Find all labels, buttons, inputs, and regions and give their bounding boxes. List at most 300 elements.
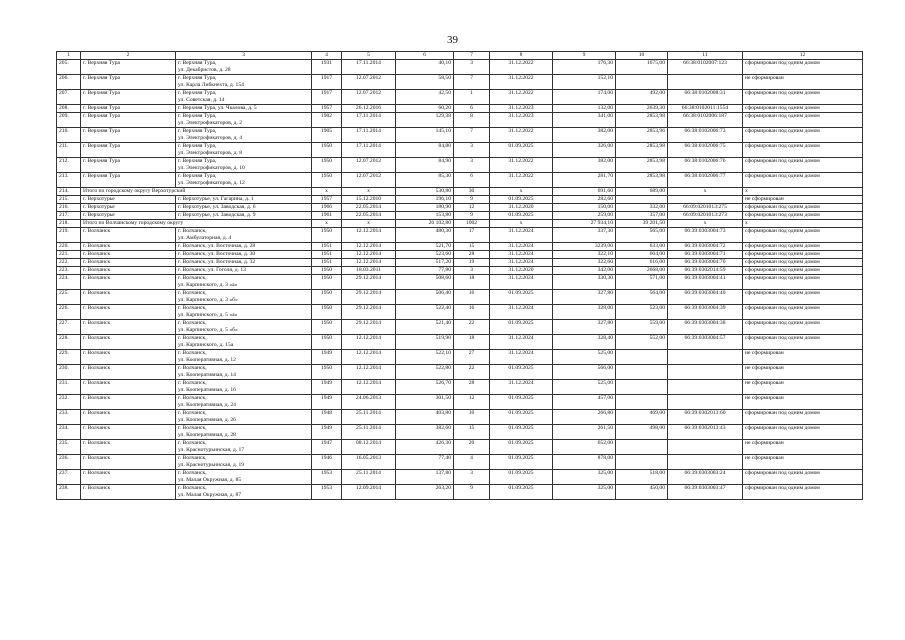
cell-year-built: 1950	[312, 143, 342, 158]
cell-year-built: 1950	[312, 365, 342, 380]
cell-land-area: 450,00	[616, 485, 668, 500]
table-row	[57, 75, 863, 90]
cell-residents: 15	[454, 243, 490, 251]
cell-deadline: 01.09.2025	[490, 365, 553, 380]
table-row	[57, 90, 863, 105]
cell-year-built: 1950	[312, 173, 342, 188]
cell-cost: 691,60	[553, 188, 616, 196]
cell-municipality: г. Волчанск	[81, 440, 176, 455]
cell-area: 522,10	[396, 350, 454, 365]
cell-year-built: 1950	[312, 320, 342, 335]
cell-address: г. Волчанск, ул. Гоголя, д. 13	[176, 267, 312, 275]
cell-row-number: 227.	[57, 320, 81, 335]
cell-municipality: г. Верхотурье	[81, 212, 176, 220]
column-header-2: 2	[81, 52, 176, 60]
cell-cost: 566,00	[553, 365, 616, 380]
cell-land-status: сформирован под одним домом	[743, 320, 863, 335]
cell-land-status: сформирован под одним домом	[743, 410, 863, 425]
cell-residents: 7	[454, 75, 490, 90]
cell-row-number: 212.	[57, 158, 81, 173]
table-row	[57, 380, 863, 395]
cell-land-status: x	[743, 220, 863, 228]
cell-area: 77,40	[396, 455, 454, 470]
cell-municipality: г. Волчанск	[81, 267, 176, 275]
table-row	[57, 267, 863, 275]
cell-land-area: 2853,98	[616, 158, 668, 173]
cell-year-built: 1953	[312, 485, 342, 500]
cell-cadastral-number: 66:39:0303004:39	[668, 305, 743, 320]
cell-year-built: 1946	[312, 455, 342, 470]
cell-cost: 322,10	[553, 251, 616, 259]
cell-land-area	[616, 440, 668, 455]
cell-land-status: сформирован под одним домом	[743, 251, 863, 259]
cell-municipality: г. Волчанск	[81, 251, 176, 259]
cell-land-status: сформирован под одним домом	[743, 128, 863, 143]
cell-area: 196,10	[396, 196, 454, 204]
column-header-3: 3	[176, 52, 312, 60]
table-row	[57, 60, 863, 75]
cell-deadline: 01.09.2025	[490, 425, 553, 440]
cell-address: г. Верхотурье, ул. Гагарина, д. 1	[176, 196, 312, 204]
cell-address: г. Волчанск, ул. Карпинского, д. 5 «а»	[176, 305, 312, 320]
cell-cost: 261,50	[553, 425, 616, 440]
cell-land-status: сформирован под одним домом	[743, 425, 863, 440]
cell-date: 12.07.2012	[342, 173, 396, 188]
cell-residents: 9	[454, 485, 490, 500]
cell-residents: 18	[454, 335, 490, 350]
cell-cadastral-number: x	[668, 220, 743, 228]
cell-residents: 30	[454, 188, 490, 196]
cell-date: 29.12.2014	[342, 290, 396, 305]
cell-area: 263,20	[396, 485, 454, 500]
cell-cadastral-number: 66:39:0303004:41	[668, 275, 743, 290]
table-row	[57, 410, 863, 425]
cell-residents: 9	[454, 196, 490, 204]
cell-residents: 12	[454, 204, 490, 212]
table-row	[57, 350, 863, 365]
cell-address: г. Волчанск, ул. Восточная, д. 32	[176, 259, 312, 267]
cell-address: г. Волчанск, ул. Карпинского, д. 3 «а»	[176, 275, 312, 290]
column-header-10: 10	[616, 52, 668, 60]
cell-address: г. Волчанск, ул. Амбулаторная, д. 4	[176, 228, 312, 243]
cell-year-built: 1957	[312, 196, 342, 204]
cell-cadastral-number: 66:38:0102011:1554	[668, 105, 743, 113]
cell-deadline: 31.12.2022	[490, 60, 553, 75]
cell-date: 12.07.2012	[342, 75, 396, 90]
cell-row-number: 208.	[57, 105, 81, 113]
cell-address: г. Верхняя Тура, ул. Электрофикаторов, д. 10	[176, 158, 312, 173]
cell-land-status: не сформирован	[743, 455, 863, 470]
cell-address: г. Волчанск, ул. Восточная, д. 30	[176, 251, 312, 259]
cell-land-status: сформирован под одним домом	[743, 267, 863, 275]
cell-area: 26 102,80	[396, 220, 454, 228]
cell-address: г. Волчанск, ул. Кооперативная, д. 16	[176, 380, 312, 395]
cell-cadastral-number: 66:39:0303004:38	[668, 320, 743, 335]
cell-area: 145,10	[396, 128, 454, 143]
cell-cadastral-number: 66:38:0102008:31	[668, 90, 743, 105]
cell-residents: 22	[454, 365, 490, 380]
cell-cost: 322,60	[553, 259, 616, 267]
cell-municipality: г. Верхняя Тура	[81, 60, 176, 75]
cell-cost: 327,80	[553, 290, 616, 305]
cell-area: 426,30	[396, 440, 454, 455]
cell-year-built: 1905	[312, 128, 342, 143]
cell-deadline: 31.12.2024	[490, 305, 553, 320]
cell-address: г. Волчанск, ул. Карпинского, д. 15а	[176, 335, 312, 350]
cell-cost: 328,00	[553, 305, 616, 320]
cell-residents: 19	[454, 259, 490, 267]
cell-land-area	[616, 350, 668, 365]
cell-area: 180,90	[396, 204, 454, 212]
column-header-7: 7	[454, 52, 490, 60]
cell-cadastral-number	[668, 395, 743, 410]
cell-land-area: 552,00	[616, 335, 668, 350]
cell-year-built: 1948	[312, 410, 342, 425]
cell-year-built: 1950	[312, 275, 342, 290]
table-row	[57, 395, 863, 410]
cell-municipality: г. Верхняя Тура	[81, 158, 176, 173]
cell-land-area: 469,00	[616, 410, 668, 425]
cell-cadastral-number: 66:39:0302014:59	[668, 267, 743, 275]
cell-cadastral-number: 66:38:0102006:77	[668, 173, 743, 188]
cell-area: 58,50	[396, 75, 454, 90]
cell-area: 517,20	[396, 259, 454, 267]
cell-area: 519,90	[396, 335, 454, 350]
cell-residents: 3	[454, 470, 490, 485]
cell-residents: 4	[454, 455, 490, 470]
column-header-row	[57, 52, 863, 60]
cell-area: 403,80	[396, 410, 454, 425]
cell-row-number: 210.	[57, 128, 81, 143]
cell-land-status: сформирован под одним домом	[743, 113, 863, 128]
cell-deadline: 31.12.2022	[490, 173, 553, 188]
cell-address: г. Волчанск, ул. Кооперативная, д. 24	[176, 395, 312, 410]
cell-land-area: 492,00	[616, 90, 668, 105]
cell-address: г. Волчанск, ул. Кооперативная, д. 14	[176, 365, 312, 380]
cell-address: г. Верхотурье, ул. Заводская, д. 6	[176, 204, 312, 212]
cell-date: 17.11.2014	[342, 60, 396, 75]
cell-land-status: не сформирован	[743, 196, 863, 204]
cell-residents: 16	[454, 290, 490, 305]
cell-cadastral-number: 66:39:0303004:71	[668, 251, 743, 259]
cell-cadastral-number: 66:39:0302013:43	[668, 425, 743, 440]
cell-municipality: г. Волчанск	[81, 305, 176, 320]
cell-address: г. Верхняя Тура, ул. Электрофикаторов, д. 8	[176, 143, 312, 158]
cell-residents: 8	[454, 113, 490, 128]
table-row	[57, 305, 863, 320]
cell-municipality: г. Волчанск	[81, 335, 176, 350]
cell-residents: 3	[454, 143, 490, 158]
cell-year-built: 1947	[312, 440, 342, 455]
cell-municipality: г. Волчанск	[81, 243, 176, 251]
cell-area: 480,30	[396, 228, 454, 243]
cell-date: 12.12.2014	[342, 350, 396, 365]
cell-area: 40,10	[396, 60, 454, 75]
cell-deadline: 31.12.2020	[490, 267, 553, 275]
cell-cost: 266,80	[553, 410, 616, 425]
cell-cadastral-number: 66:09:0201013:275	[668, 204, 743, 212]
cell-land-area: 39 201,50	[616, 220, 668, 228]
cell-land-area: 2853,98	[616, 143, 668, 158]
cell-row-number: 221.	[57, 251, 81, 259]
cell-cost: 152,10	[553, 75, 616, 90]
cell-year-built: 1961	[312, 212, 342, 220]
cell-row-number: 234.	[57, 425, 81, 440]
cell-date: 15.12.2010	[342, 196, 396, 204]
cell-cost: 326,00	[553, 143, 616, 158]
cell-area: 530,80	[396, 188, 454, 196]
cell-municipality: Итого по городскому округу Верхотурский	[81, 188, 312, 196]
cell-year-built: 1950	[312, 335, 342, 350]
cell-cadastral-number: 66:39:0303003:24	[668, 470, 743, 485]
cell-municipality: г. Волчанск	[81, 259, 176, 267]
cell-year-built: 1953	[312, 470, 342, 485]
table-row	[57, 259, 863, 267]
column-header-8: 8	[490, 52, 553, 60]
page-number: 39	[447, 34, 458, 46]
cell-year-built: 1966	[312, 204, 342, 212]
cell-date: 17.11.2014	[342, 128, 396, 143]
cell-area: 153,80	[396, 212, 454, 220]
cell-municipality: г. Верхотурье	[81, 204, 176, 212]
cell-year-built: 1951	[312, 259, 342, 267]
cell-row-number: 223.	[57, 267, 81, 275]
cell-municipality: г. Верхотурье	[81, 196, 176, 204]
cell-row-number: 219.	[57, 228, 81, 243]
cell-area: 508,60	[396, 275, 454, 290]
cell-land-status: сформирован под одним домом	[743, 470, 863, 485]
cell-land-status: сформирован под одним домом	[743, 212, 863, 220]
cell-deadline: 31.12.2022	[490, 90, 553, 105]
cell-row-number: 228.	[57, 335, 81, 350]
table-row	[57, 320, 863, 335]
cell-cadastral-number: 66:39:0303004:72	[668, 243, 743, 251]
cell-date: 26.12.2016	[342, 105, 396, 113]
cell-row-number: 238.	[57, 485, 81, 500]
cell-date: 29.12.2014	[342, 305, 396, 320]
cell-row-number: 216.	[57, 204, 81, 212]
cell-row-number: 230.	[57, 365, 81, 380]
cell-land-status: сформирован под одним домом	[743, 275, 863, 290]
cell-row-number: 232.	[57, 395, 81, 410]
cell-row-number: 205.	[57, 60, 81, 75]
cell-municipality: г. Волчанск	[81, 470, 176, 485]
cell-municipality: г. Волчанск	[81, 320, 176, 335]
cell-date: 25.11.2014	[342, 470, 396, 485]
cell-municipality: г. Волчанск	[81, 455, 176, 470]
cell-year-built: 1949	[312, 425, 342, 440]
cell-address: г. Волчанск, ул. Краснотурьинская, д. 17	[176, 440, 312, 455]
cell-date: 12.12.2014	[342, 259, 396, 267]
cell-land-area	[616, 196, 668, 204]
table-row	[57, 128, 863, 143]
cell-land-status: не сформирован	[743, 395, 863, 410]
cell-year-built: 1951	[312, 251, 342, 259]
table-row	[57, 485, 863, 500]
cell-cost: 878,00	[553, 455, 616, 470]
cell-land-area	[616, 455, 668, 470]
cell-area: 137,80	[396, 470, 454, 485]
cell-deadline: 31.12.2022	[490, 75, 553, 90]
cell-area: 301,50	[396, 395, 454, 410]
cell-land-area	[616, 75, 668, 90]
cell-residents: 20	[454, 440, 490, 455]
cell-cost: 327,80	[553, 320, 616, 335]
cell-address: г. Волчанск, ул. Кооперативная, д. 12	[176, 350, 312, 365]
cell-land-status: сформирован под одним домом	[743, 143, 863, 158]
cell-residents: 28	[454, 251, 490, 259]
table-row	[57, 143, 863, 158]
cell-date: x	[342, 188, 396, 196]
cell-cadastral-number	[668, 380, 743, 395]
cell-deadline: 31.12.2024	[490, 251, 553, 259]
cell-address: г. Верхняя Тура, ул. Чкалова, д. 5	[176, 105, 312, 113]
cell-land-area: 498,00	[616, 425, 668, 440]
cell-cadastral-number: x	[668, 188, 743, 196]
cell-cadastral-number	[668, 440, 743, 455]
cell-deadline: 31.12.2024	[490, 380, 553, 395]
cell-row-number: 236.	[57, 455, 81, 470]
cell-cadastral-number	[668, 75, 743, 90]
cell-residents: 3	[454, 60, 490, 75]
cell-land-status: сформирован под одним домом	[743, 158, 863, 173]
cell-deadline: 31.12.2020	[490, 204, 553, 212]
cell-land-area: 604,00	[616, 251, 668, 259]
cell-deadline: 31.12.2024	[490, 350, 553, 365]
cell-row-number: 215.	[57, 196, 81, 204]
cell-cadastral-number	[668, 350, 743, 365]
cell-municipality: г. Верхняя Тура	[81, 143, 176, 158]
cell-address: г. Верхняя Тура, ул. Карла Либкнехта, д. 154	[176, 75, 312, 90]
cell-year-built: 1949	[312, 380, 342, 395]
cell-address: г. Верхняя Тура, ул. Декабристов, д. 28	[176, 60, 312, 75]
cell-deadline: 01.09.2025	[490, 395, 553, 410]
cell-land-status: не сформирован	[743, 365, 863, 380]
cell-area: 84,80	[396, 143, 454, 158]
cell-land-status: не сформирован	[743, 75, 863, 90]
cell-row-number: 225.	[57, 290, 81, 305]
cell-municipality: г. Волчанск	[81, 485, 176, 500]
cell-area: 85,30	[396, 173, 454, 188]
table-row	[57, 425, 863, 440]
cell-cadastral-number: 66:38:0102007:123	[668, 60, 743, 75]
cell-land-status: сформирован под одним домом	[743, 259, 863, 267]
cell-municipality: г. Волчанск	[81, 395, 176, 410]
cell-date: 08.12.2014	[342, 440, 396, 455]
cell-date: 16.05.2013	[342, 455, 396, 470]
cell-address: г. Верхняя Тура, ул. Электрофикаторов, д. 4	[176, 128, 312, 143]
cell-cadastral-number: 66:38:0102006:187	[668, 113, 743, 128]
cell-land-area: 2853,98	[616, 173, 668, 188]
cell-cost: 457,00	[553, 395, 616, 410]
table-row	[57, 243, 863, 251]
cell-residents: 12	[454, 395, 490, 410]
cell-cost: 325,00	[553, 470, 616, 485]
cell-municipality: г. Волчанск	[81, 365, 176, 380]
table-row	[57, 275, 863, 290]
cell-land-area: 518,00	[616, 470, 668, 485]
cell-row-number: 235.	[57, 440, 81, 455]
cell-date: 29.12.2014	[342, 320, 396, 335]
cell-year-built: 1957	[312, 105, 342, 113]
cell-land-status: сформирован под одним домом	[743, 228, 863, 243]
cell-municipality: г. Волчанск	[81, 425, 176, 440]
cell-address: г. Верхняя Тура, ул. Советская, д. 14	[176, 90, 312, 105]
cell-date: 22.05.2014	[342, 212, 396, 220]
cell-address: г. Волчанск, ул. Карпинского, д. 5 «б»	[176, 320, 312, 335]
table-row	[57, 188, 863, 196]
cell-date: x	[342, 220, 396, 228]
cell-deadline: 31.12.2024	[490, 335, 553, 350]
cell-residents: 18	[454, 275, 490, 290]
cell-municipality: г. Волчанск	[81, 290, 176, 305]
cell-date: 12.12.2014	[342, 365, 396, 380]
cell-area: 521,70	[396, 243, 454, 251]
cell-residents: 27	[454, 350, 490, 365]
cell-cost: 525,00	[553, 350, 616, 365]
cell-cadastral-number: 66:39:0303003:47	[668, 485, 743, 500]
cell-land-status: не сформирован	[743, 440, 863, 455]
cell-address: г. Верхняя Тура, ул. Электрофикаторов, д. 2	[176, 113, 312, 128]
cell-residents: 3	[454, 267, 490, 275]
cell-municipality: г. Волчанск	[81, 228, 176, 243]
cell-date: 12.12.2014	[342, 335, 396, 350]
cell-area: 84,90	[396, 158, 454, 173]
cell-row-number: 213.	[57, 173, 81, 188]
cell-date: 29.12.2014	[342, 275, 396, 290]
cell-address: г. Волчанск, ул. Карпинского, д. 3 «б»	[176, 290, 312, 305]
cell-residents: 1002	[454, 220, 490, 228]
cell-date: 17.11.2014	[342, 143, 396, 158]
cell-land-status: сформирован под одним домом	[743, 204, 863, 212]
cell-land-area: 2639,30	[616, 105, 668, 113]
cell-municipality: г. Верхняя Тура	[81, 113, 176, 128]
cell-land-area	[616, 380, 668, 395]
cell-cadastral-number: 66:38:0102006:73	[668, 128, 743, 143]
cell-year-built: 1950	[312, 290, 342, 305]
cell-municipality: г. Волчанск	[81, 275, 176, 290]
cell-land-area	[616, 395, 668, 410]
cell-deadline: 01.09.2025	[490, 485, 553, 500]
cell-cost: 342,00	[553, 267, 616, 275]
cell-date: 12.07.2012	[342, 90, 396, 105]
table-row	[57, 228, 863, 243]
cell-residents: 22	[454, 320, 490, 335]
cell-row-number: 231.	[57, 380, 81, 395]
cell-area: 523,60	[396, 251, 454, 259]
cell-land-area	[616, 365, 668, 380]
column-header-11: 11	[668, 52, 743, 60]
cell-cost: 382,00	[553, 158, 616, 173]
cell-residents: 7	[454, 128, 490, 143]
cell-residents: 28	[454, 380, 490, 395]
cell-area: 382,60	[396, 425, 454, 440]
table-row	[57, 105, 863, 113]
cell-land-area: 689,00	[616, 188, 668, 196]
cell-date: 22.05.2014	[342, 204, 396, 212]
cell-cost: 328,40	[553, 335, 616, 350]
cell-residents: 9	[454, 212, 490, 220]
cell-row-number: 222.	[57, 259, 81, 267]
cell-cost: 341,00	[553, 113, 616, 128]
cell-land-area: 357,00	[616, 212, 668, 220]
table-row	[57, 173, 863, 188]
cell-residents: 16	[454, 305, 490, 320]
column-header-4: 4	[312, 52, 342, 60]
cell-land-status: сформирован под одним домом	[743, 243, 863, 251]
cell-deadline: 01.09.2025	[490, 143, 553, 158]
table-row	[57, 251, 863, 259]
